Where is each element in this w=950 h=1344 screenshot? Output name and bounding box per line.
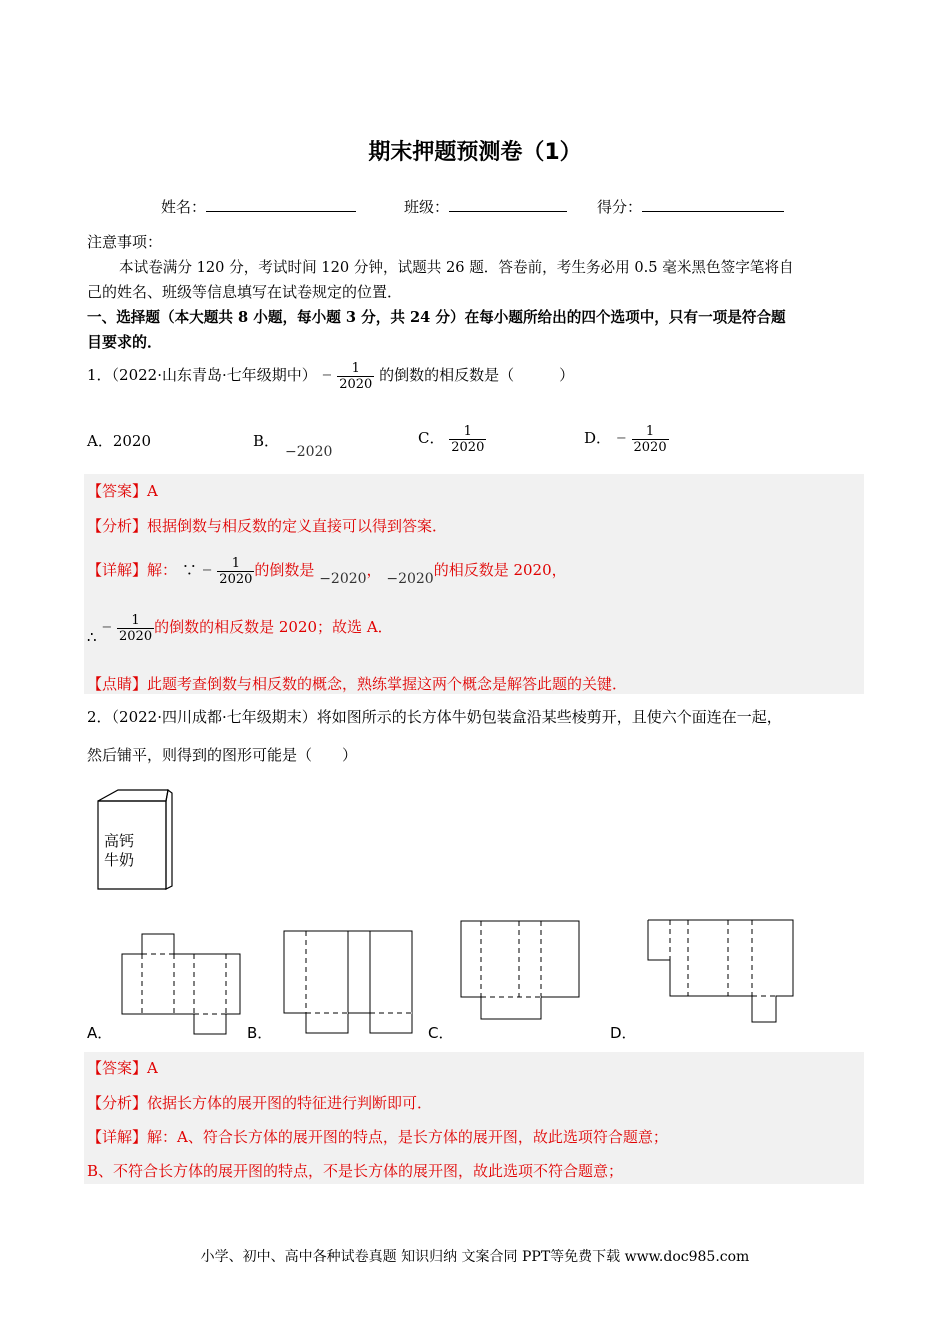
detail-neg: −	[201, 563, 213, 578]
detail-fraction	[217, 556, 254, 587]
q1-analysis	[87, 515, 447, 536]
detail2-neg: −	[101, 620, 113, 635]
page-title: 期末押题预测卷（1）	[368, 140, 582, 165]
option-c-label: C．	[418, 429, 445, 447]
notice-line2: 己的姓名、班级等信息填写在试卷规定的位置．	[87, 283, 403, 301]
q2-detail-b: B、不符合长方体的展开图的特点，不是长方体的展开图，故此选项不符合题意；	[87, 1162, 624, 1180]
detail2-fraction	[117, 613, 154, 644]
because-symbol: ∵	[181, 561, 197, 579]
comment-text: 此题考查倒数与相反数的概念，熟练掌握这两个概念是解答此题的关键．	[147, 675, 628, 693]
class-field	[404, 196, 567, 217]
notice-line1: 本试卷满分 120 分，考试时间 120 分钟，试题共 26 题．答卷前，考生务必用 0.5 毫米黑色签字笔将自	[119, 259, 794, 276]
option-d-neg: −	[615, 431, 627, 446]
q1-option-a[interactable]	[87, 430, 151, 451]
class-blank[interactable]	[449, 197, 567, 212]
q1-detail-line2	[87, 605, 393, 650]
detail-den: 2020	[219, 571, 253, 587]
q1-answer	[87, 480, 158, 501]
class-label: 班级：	[404, 198, 450, 216]
option-d-fraction	[632, 424, 669, 455]
score-field	[597, 196, 784, 217]
option-b-label: B．	[253, 432, 280, 450]
name-blank[interactable]	[206, 197, 356, 212]
net-d-figure	[648, 920, 798, 1024]
detail-comma: ，	[366, 561, 382, 579]
detail-tag: 【详解】	[87, 561, 148, 579]
answer-value: A	[147, 482, 158, 500]
net-c-label[interactable]: C．	[428, 1024, 454, 1042]
section-heading-line1: 一、选择题（本大题共 8 小题，每小题 3 分，共 24 分）在每小题所给出的四个选项中，只有一项是符合题	[87, 309, 786, 326]
option-a-label: A．	[87, 432, 113, 450]
q2-answer	[87, 1057, 158, 1078]
name-field	[161, 196, 356, 217]
answer-value: A	[147, 1059, 158, 1077]
net-b-figure	[284, 929, 414, 1034]
therefore-symbol: ∴	[87, 628, 97, 646]
detail-mid1: 的倒数是	[254, 561, 315, 579]
detail2-text: 的倒数的相反数是 2020；故选 A．	[154, 618, 393, 636]
q2-detail	[87, 1126, 668, 1147]
analysis-tag: 【分析】	[87, 517, 148, 535]
analysis-text: 根据倒数与相反数的定义直接可以得到答案．	[147, 517, 448, 535]
detail-pre: 解：	[147, 561, 178, 579]
q1-suffix: 的倒数的相反数是（ ）	[379, 366, 575, 384]
option-c-num: 1	[463, 423, 472, 439]
q1-option-c[interactable]	[418, 418, 486, 458]
answer-tag: 【答案】	[87, 482, 148, 500]
net-d-label[interactable]: D．	[610, 1024, 637, 1042]
detail-v2: −2020	[386, 571, 434, 587]
option-b-value: −2020	[285, 444, 333, 460]
section-heading-line2: 目要求的．	[87, 333, 163, 351]
milk-box-label	[104, 832, 134, 870]
answer-tag: 【答案】	[87, 1059, 148, 1077]
detail2-num: 1	[131, 612, 140, 628]
net-c-figure	[461, 921, 581, 1021]
analysis-tag: 【分析】	[87, 1094, 148, 1112]
q2-line1: 2．（2022·四川成都·七年级期末）将如图所示的长方体牛奶包装盒沿某些棱剪开，且使六个面连在一起，	[87, 708, 782, 726]
net-a-label[interactable]: A．	[87, 1024, 113, 1042]
box-text-2: 牛奶	[104, 851, 135, 869]
option-c-den: 2020	[451, 439, 485, 455]
q1-prefix: 1．（2022·山东青岛·七年级期中）	[87, 366, 317, 384]
q1-option-d[interactable]	[584, 418, 669, 459]
q1-num: 1	[351, 360, 360, 376]
option-d-num: 1	[645, 423, 655, 439]
q1-den: 2020	[339, 376, 373, 392]
q2-analysis	[87, 1092, 432, 1113]
page-footer: 小学、初中、高中各种试卷真题 知识归纳 文案合同 PPT等免费下载 www.doc985.com	[200, 1249, 750, 1265]
detail-text: 解：A、符合长方体的展开图的特点，是长方体的展开图，故此选项符合题意；	[147, 1128, 668, 1146]
analysis-text: 依据长方体的展开图的特征进行判断即可．	[147, 1094, 433, 1112]
detail-num: 1	[231, 555, 240, 571]
detail-mid2: 的相反数是 2020，	[433, 561, 567, 579]
question-1	[87, 353, 574, 398]
q1-fraction	[337, 361, 374, 392]
notice-heading: 注意事项：	[87, 233, 163, 251]
q1-comment	[87, 673, 627, 694]
option-d-den: 2020	[633, 439, 667, 455]
net-b-label[interactable]: B．	[247, 1024, 273, 1042]
q1-detail	[87, 548, 567, 593]
q2-line2: 然后铺平，则得到的图形可能是（ ）	[87, 746, 358, 764]
q1-neg: −	[321, 368, 333, 383]
detail-v1: −2020	[319, 571, 367, 587]
score-label: 得分：	[597, 198, 643, 216]
comment-tag: 【点睛】	[87, 675, 148, 693]
name-label: 姓名：	[161, 198, 207, 216]
option-d-label: D．	[584, 429, 612, 447]
box-text-1: 高钙	[104, 832, 135, 850]
detail2-den: 2020	[119, 628, 153, 644]
net-a-figure	[122, 934, 242, 1036]
detail-tag: 【详解】	[87, 1128, 148, 1146]
score-blank[interactable]	[642, 197, 784, 212]
option-c-fraction	[449, 424, 486, 455]
q1-option-b[interactable]	[253, 430, 333, 460]
option-a-value: 2020	[112, 432, 152, 450]
